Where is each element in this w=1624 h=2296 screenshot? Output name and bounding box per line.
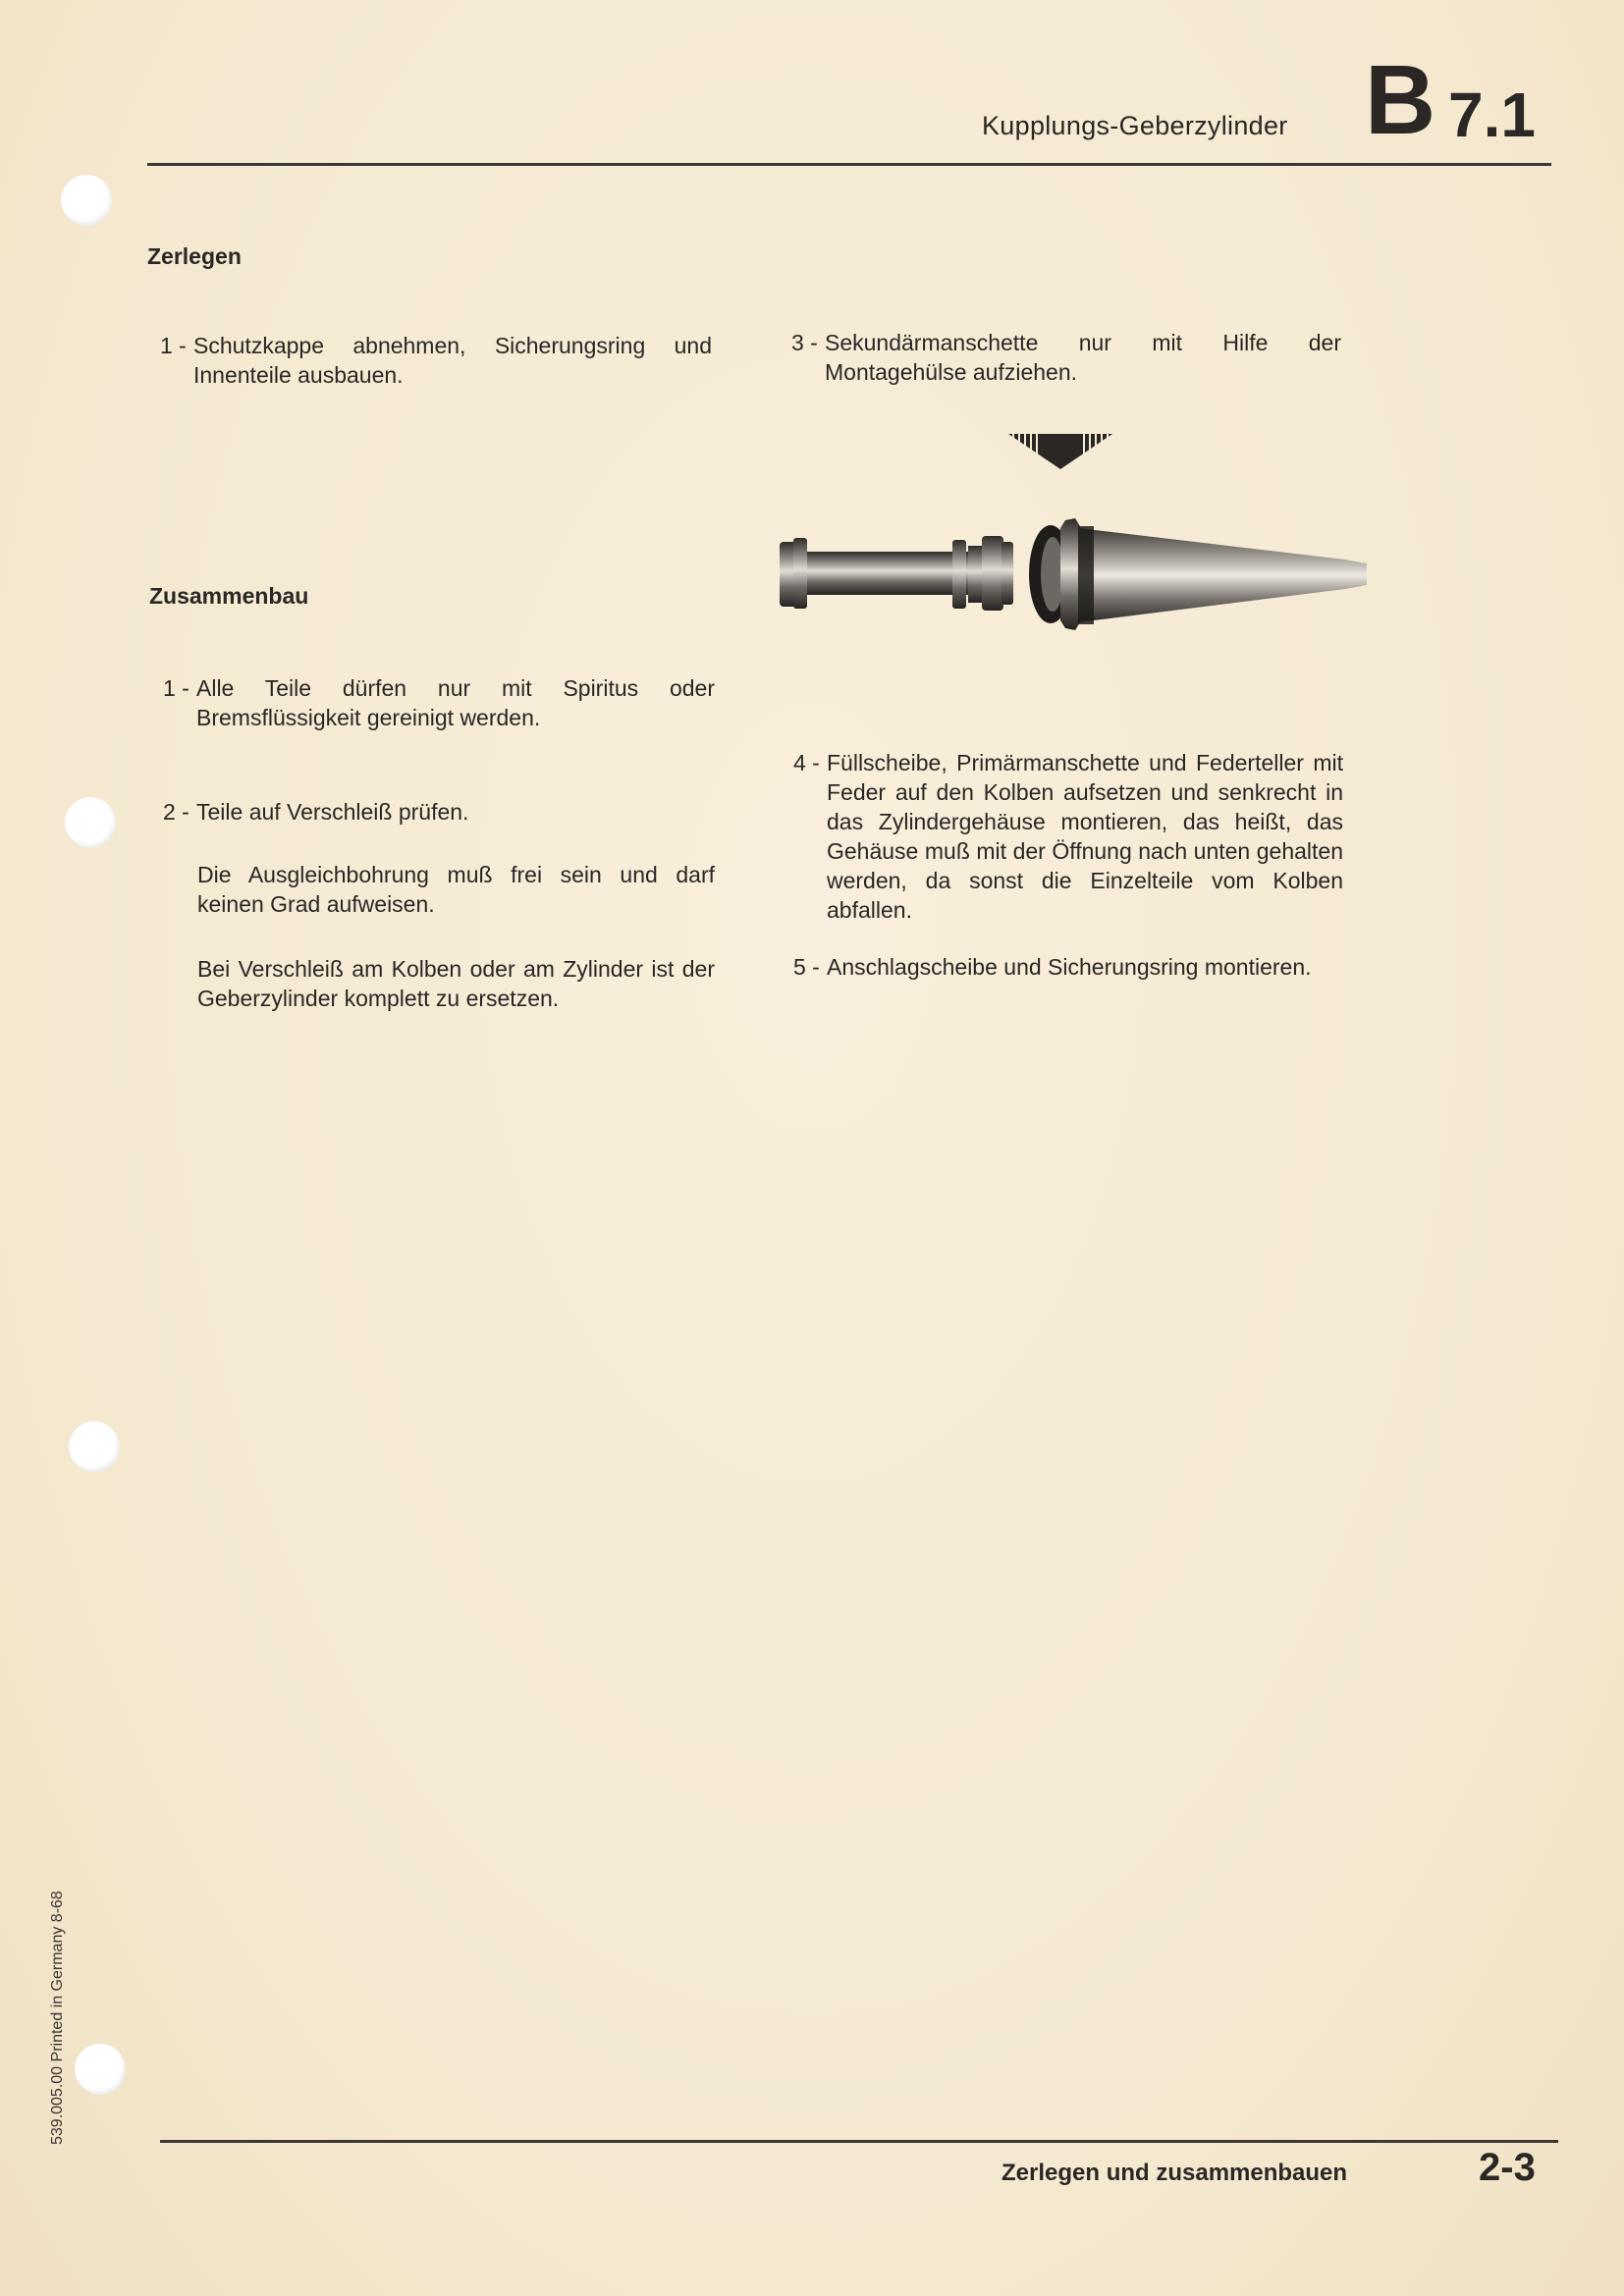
step-number: 5 - [793,954,820,980]
step-text: Anschlagscheibe und Sicherungsring montieren. [827,954,1312,980]
header-rule [147,163,1551,166]
step-text: Füllscheibe, Primärmanschette und Federteller mit Feder auf den Kolben aufsetzen und senkrecht in das Zylindergehäuse montieren, das heißt, das Gehäuse muß mit der Öffnung nach unten gehalten werden, da sonst die Einzelteile vom Kolben abfallen. [827,750,1343,923]
step-number: 2 - [163,799,189,825]
step-number: 1 - [163,675,189,701]
assembly-note-1: Die Ausgleichbohrung muß frei sein und darf keinen Grad aufweisen. [197,862,715,917]
piston-part [780,536,1013,611]
punch-hole [75,2044,126,2095]
punch-hole [61,175,112,226]
footer-rule [160,2140,1558,2143]
step-number: 3 - [791,330,818,355]
page-number: 2-3 [1479,2146,1536,2189]
header-title: Kupplungs-Geberzylinder [982,111,1288,140]
punch-hole [69,1421,120,1472]
step-text: Schutzkappe abnehmen, Sicherungsring und Innenteile ausbauen. [193,333,712,388]
assembly-sleeve-part [1029,518,1367,630]
piston-and-assembly-sleeve-illustration [766,422,1375,658]
punch-hole [65,797,116,848]
step-text: Teile auf Verschleiß prüfen. [196,799,469,825]
step-text: Alle Teile dürfen nur mit Spiritus oder Bremsflüssigkeit gereinigt werden. [196,675,715,730]
arrow-down-icon [1008,434,1112,469]
assembly-step-2 [163,797,715,827]
disassembly-heading: Zerlegen [147,243,242,269]
assembly-heading: Zusammenbau [149,583,309,609]
assembly-step-1 [163,673,715,732]
section-number: 7.1 [1448,80,1536,150]
assembly-note-2: Bei Verschleiß am Kolben oder am Zylinder ist der Geberzylinder komplett zu ersetzen. [197,956,715,1011]
step-text: Sekundärmanschette nur mit Hilfe der Montagehülse aufziehen. [825,330,1341,385]
step-number: 4 - [793,750,820,775]
disassembly-step-1 [160,331,712,390]
section-letter: B [1365,45,1436,155]
assembly-step-4 [793,748,1343,925]
footer-title: Zerlegen und zusammenbauen [1001,2160,1348,2186]
print-info: 539.005.00 Printed in Germany 8-68 [49,1891,66,2145]
assembly-step-5 [793,952,1343,982]
disassembly-step-3 [791,328,1341,387]
step-number: 1 - [160,333,187,358]
